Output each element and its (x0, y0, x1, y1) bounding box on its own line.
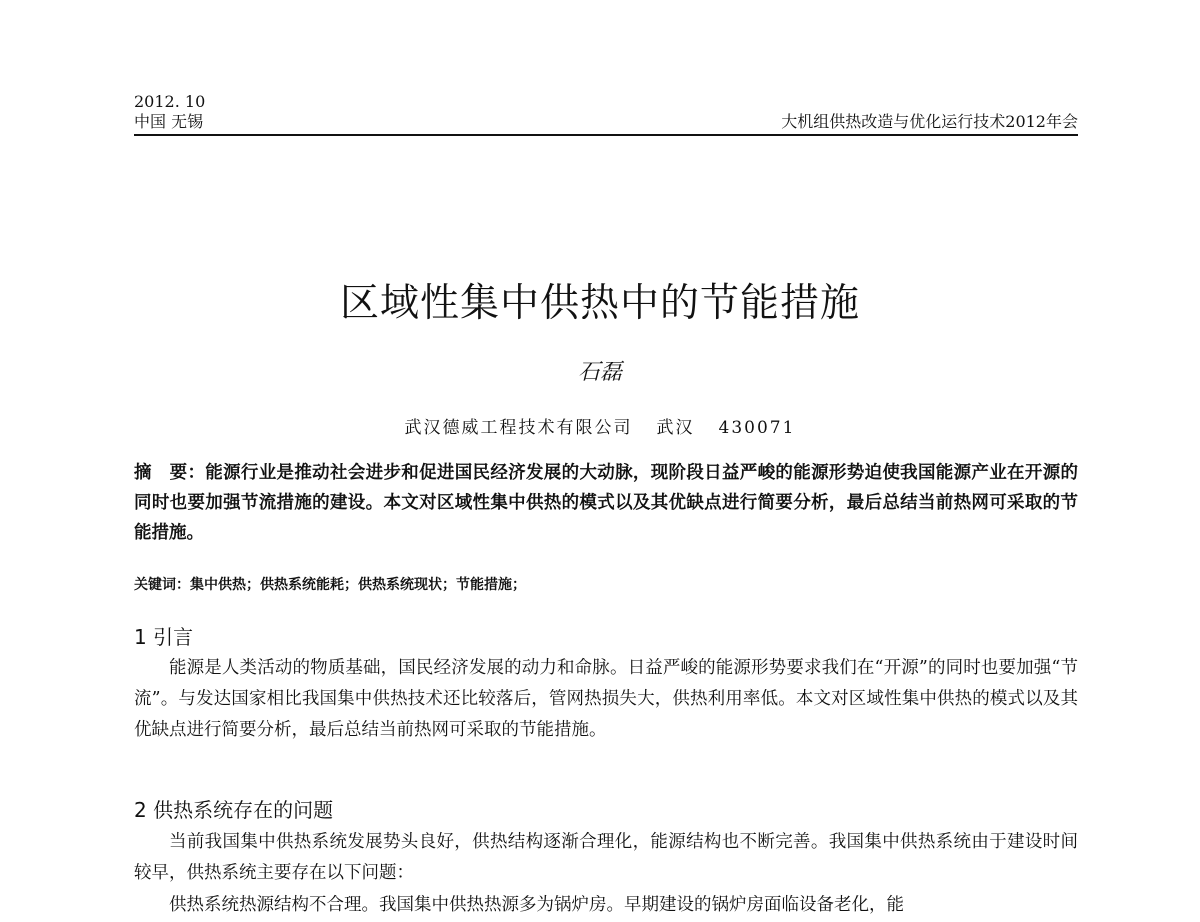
keywords (134, 574, 1078, 596)
abstract-text: 能源行业是推动社会进步和促进国民经济发展的大动脉，现阶段日益严峻的能源形势迫使我国能源产业在开源的同时也要加强节流措施的建设。本文对区域性集中供热的模式以及其优缺点进行简要分析，最后总结当前热网可采取的节能措施。 (134, 463, 1079, 543)
paragraph-problems-1: 当前我国集中供热系统发展势头良好，供热结构逐渐合理化，能源结构也不断完善。我国集中供热系统由于建设时间较早，供热系统主要存在以下问题： (134, 832, 1078, 883)
abstract-label: 摘 要： (134, 463, 206, 483)
header-conference: 大机组供热改造与优化运行技术2012年会 (781, 112, 1078, 131)
header-rule (134, 134, 1078, 136)
paper-author: 石磊 (577, 360, 622, 385)
paragraph-introduction: 能源是人类活动的物质基础，国民经济发展的动力和命脉。日益严峻的能源形势要求我们在“开源”的同时也要加强“节流”。与发达国家相比我国集中供热技术还比较落后，管网热损失大，供热利用率低。本文对区域性集中供热的模式以及其优缺点进行简要分析，最后总结当前热网可采取的节能措施。 (134, 658, 1078, 740)
paragraph-problems-2: 供热系统热源结构不合理。我国集中供热热源多为锅炉房。早期建设的锅炉房面临设备老化，能 (169, 895, 904, 915)
affiliation-org: 武汉德威工程技术有限公司 (404, 418, 633, 438)
abstract (134, 458, 1078, 548)
paper-title: 区域性集中供热中的节能措施 (339, 281, 860, 326)
keywords-label: 关键词： (134, 577, 190, 593)
header-location: 中国 无锡 (134, 112, 204, 131)
affiliation-city: 武汉 (656, 418, 695, 438)
paper-affiliation (0, 413, 1200, 438)
header-left (134, 92, 205, 132)
header-date: 2012. 10 (134, 92, 206, 111)
section-heading-problems: 2 供热系统存在的问题 (134, 798, 334, 822)
affiliation-postcode: 430071 (718, 418, 796, 438)
section-heading-introduction: 1 引言 (134, 625, 194, 649)
keywords-text: 集中供热；供热系统能耗；供热系统现状；节能措施； (190, 577, 526, 593)
